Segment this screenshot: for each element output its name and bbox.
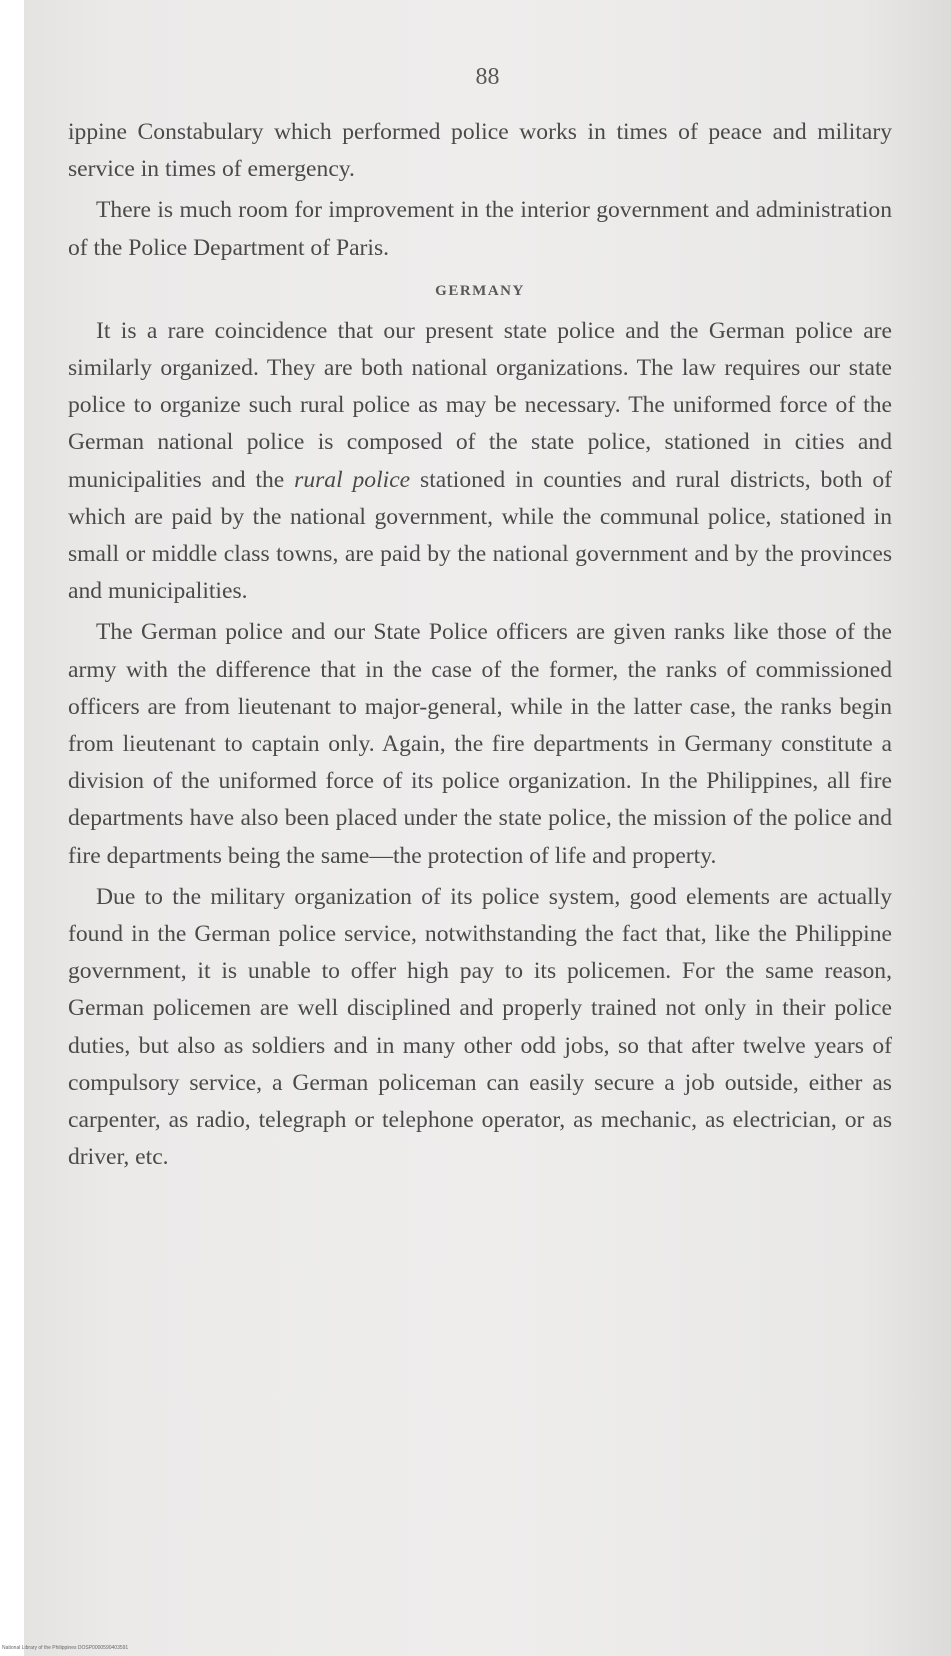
paragraph-text: stationed in counties and rural districts, both of which are paid by the national government, while the communal police, stationed in small or middle class towns, are paid by the national government and by the provinces and municipalities. (68, 466, 892, 605)
paragraph-text: It is a rare coincidence that our present state police and the German police are similarly organized. They are both national organizations. The law requires our state police to organize such rural police as may be necessary. The uniformed force of the German national police is composed of the state police, stationed in cities and municipalities and the (68, 317, 892, 493)
scanned-page (24, 0, 951, 1656)
section-heading: GERMANY (435, 282, 525, 299)
scan-margin (0, 0, 24, 1656)
page-number: 88 (475, 64, 500, 90)
paragraph-military-organization: Due to the military organization of its police system, good elements are actually found in the German police service, notwithstanding the fact that, like the Philippine government, it is unable to offer high pay to its policemen. For the same reason, German policemen are well disciplined and properly trained not only in their police duties, but also as soldiers and in many other odd jobs, so that after twelve years of compulsory service, a German policeman can easily secure a job outside, either as carpenter, as radio, telegraph or telephone operator, as mechanic, as electrician, or as driver, etc. (68, 883, 892, 1171)
body-text (68, 114, 892, 1176)
paragraph-paris: There is much room for improvement in the interior government and administration of the Police Department of Paris. (68, 197, 892, 261)
paragraph-continuation: ippine Constabulary which performed police works in times of peace and military service in times of emergency. (68, 119, 892, 183)
paragraph-germany-organization (68, 313, 892, 611)
italic-term: rural police (294, 466, 411, 493)
paragraph-ranks: The German police and our State Police officers are given ranks like those of the army with the difference that in the case of the former, the ranks of commissioned officers are from lieutenant to major-general, while in the latter case, the ranks begin from lieutenant to captain only. Again, the fire departments in Germany constitute a division of the uniformed force of its police organization. In the Philippines, all fire departments have also been placed under the state police, the mission of the police and fire departments being the same—the protection of life and property. (68, 619, 892, 869)
scan-footer: National Library of the Philippines DOSP0000590403591 (2, 1645, 129, 1651)
